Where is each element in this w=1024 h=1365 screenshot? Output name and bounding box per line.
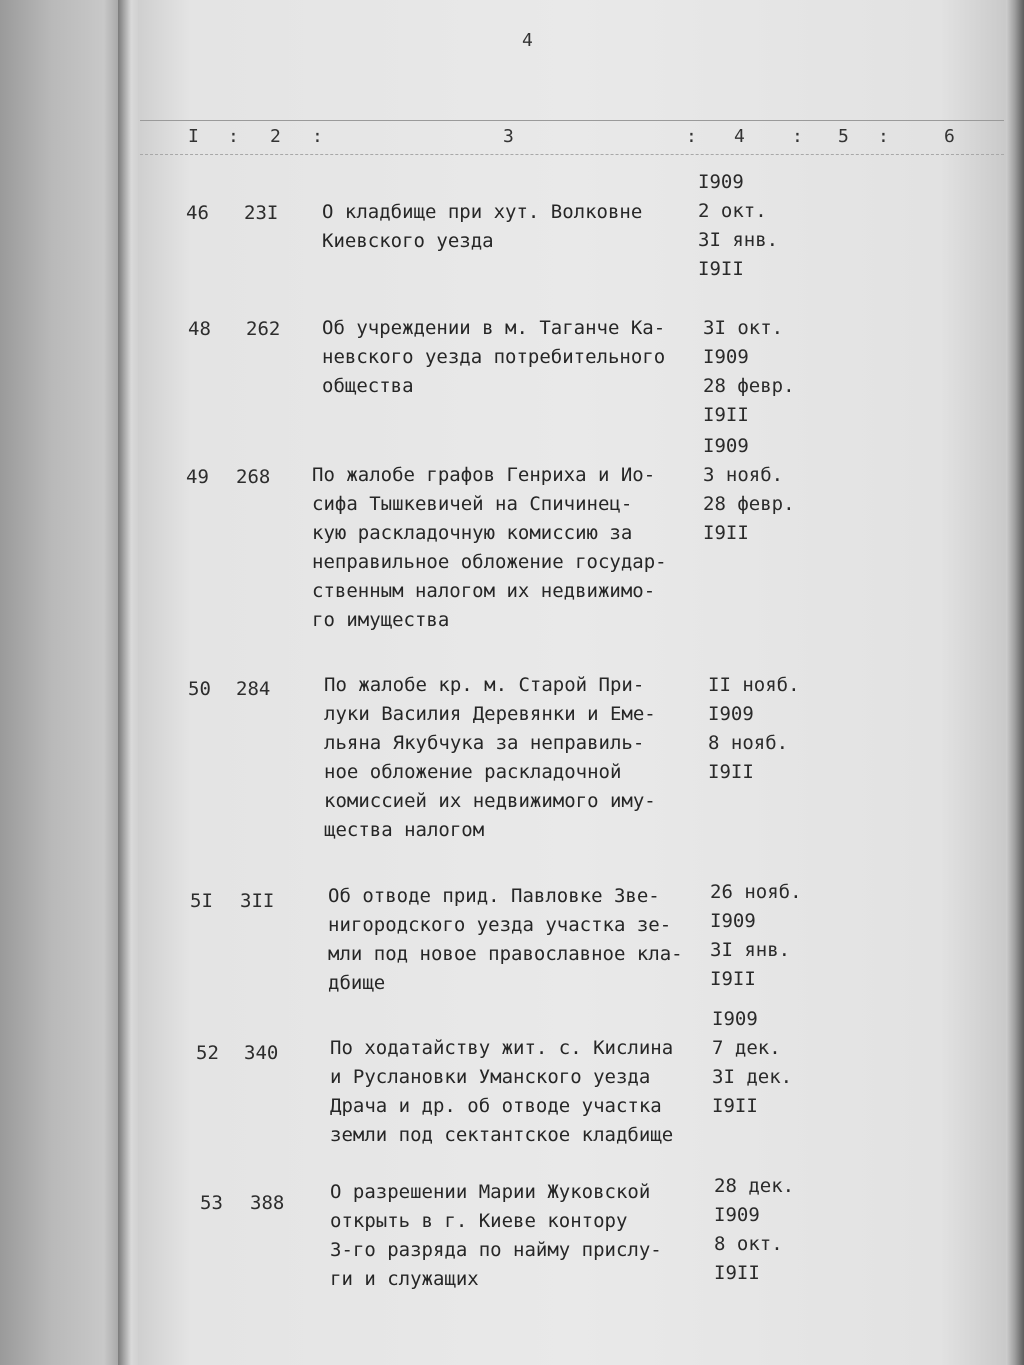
entry-number: 49 xyxy=(186,466,209,488)
book-spine xyxy=(118,0,140,1365)
column-separator: : xyxy=(312,126,323,147)
entry-dates: I909 7 дек. 3I дек. I9II xyxy=(712,1008,793,1117)
entry-dates: 26 нояб. I909 3I янв. I9II xyxy=(710,881,802,990)
header-rule-bottom xyxy=(140,154,1004,155)
page-edge xyxy=(1006,0,1024,1365)
entry-title: Об отводе прид. Павловке Зве- нигородского уезда участка зе- мли под новое православное кла- дбище xyxy=(328,885,683,994)
entry-title: По ходатайству жит. с. Кислина и Руслановки Уманского уезда Драча и др. об отводе участка земли под сектантское кладбище xyxy=(330,1037,674,1146)
column-separator: : xyxy=(686,126,697,147)
column-header: 2 xyxy=(270,126,281,147)
file-number: 3II xyxy=(240,890,275,912)
column-separator: : xyxy=(792,126,803,147)
entry-title: О разрешении Марии Жуковской открыть в г. Киеве контору 3-го разряда по найму прислу- ги и служащих xyxy=(330,1181,662,1290)
header-rule-top xyxy=(140,120,1004,121)
column-separator: : xyxy=(228,126,239,147)
column-header: 5 xyxy=(838,126,849,147)
entry-dates: 28 дек. I909 8 окт. I9II xyxy=(714,1175,795,1284)
entry-title: О кладбище при хут. Волковне Киевского уезда xyxy=(322,201,643,252)
entry-dates: 3I окт. I909 28 февр. I9II xyxy=(703,317,795,426)
column-header: 6 xyxy=(944,126,955,147)
file-number: 340 xyxy=(244,1042,279,1064)
entry-title: По жалобе графов Генриха и Ио- сифа Тышкевичей на Спичинец- кую раскладочную комиссию за неправильное обложение государ- ственным налогом их недвижимо- го имущества xyxy=(312,464,667,631)
file-number: 23I xyxy=(244,202,279,224)
column-header: 4 xyxy=(734,126,745,147)
file-number: 388 xyxy=(250,1192,285,1214)
entry-number: 52 xyxy=(196,1042,219,1064)
page-number: 4 xyxy=(522,30,533,51)
entry-number: 48 xyxy=(188,318,211,340)
entry-number: 53 xyxy=(200,1192,223,1214)
entry-dates: I909 2 окт. 3I янв. I9II xyxy=(698,171,779,280)
column-header: 3 xyxy=(503,126,514,147)
entry-dates: II нояб. I909 8 нояб. I9II xyxy=(708,674,800,783)
file-number: 262 xyxy=(246,318,281,340)
column-header: I xyxy=(188,126,199,147)
entry-title: Об учреждении в м. Таганче Ка- невского уезда потребительного общества xyxy=(322,317,666,397)
entry-number: 50 xyxy=(188,678,211,700)
file-number: 268 xyxy=(236,466,271,488)
column-separator: : xyxy=(878,126,889,147)
entry-dates: I909 3 нояб. 28 февр. I9II xyxy=(703,435,795,544)
entry-number: 46 xyxy=(186,202,209,224)
file-number: 284 xyxy=(236,678,271,700)
entry-title: По жалобе кр. м. Старой При- луки Василия Деревянки и Еме- льяна Якубчука за неправиль- ное обложение раскладочной комиссией их недвижимого иму- щества налогом xyxy=(324,674,656,841)
left-page xyxy=(0,0,130,1365)
entry-number: 5I xyxy=(190,890,213,912)
